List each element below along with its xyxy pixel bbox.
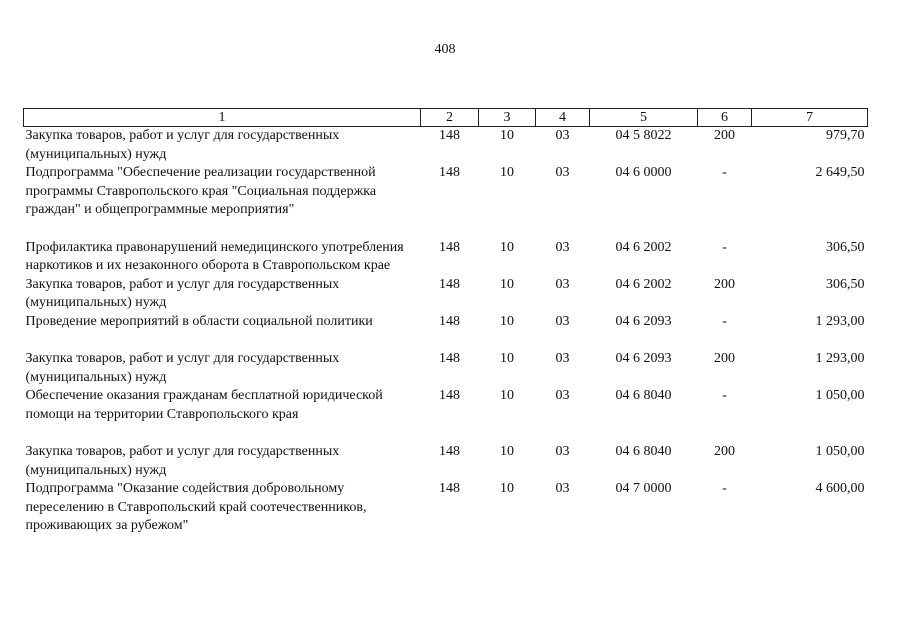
- cell-col6: -: [722, 388, 727, 403]
- table-row: [24, 239, 868, 276]
- cell-col6: 200: [714, 444, 735, 459]
- cell-col6: 200: [714, 351, 735, 366]
- cell-col5: 04 6 0000: [615, 165, 672, 180]
- cell-col2: 148: [439, 481, 460, 496]
- row-spacer: [24, 331, 868, 350]
- cell-col3: 10: [500, 313, 514, 329]
- cell-amount: 1 293,00: [815, 313, 865, 329]
- row-name: Профилактика правонарушений немедицинского употребления наркотиков и их незаконного оборота в Ставропольском крае: [25, 239, 404, 273]
- cell-amount: 1 050,00: [815, 444, 865, 459]
- cell-col2: 148: [439, 165, 460, 180]
- cell-amount: 306,50: [826, 276, 865, 292]
- table-row: [24, 443, 868, 480]
- cell-col5: 04 6 2002: [615, 239, 672, 255]
- cell-col2: 148: [439, 239, 460, 255]
- cell-col3: 10: [500, 481, 514, 496]
- table-row: [24, 313, 868, 332]
- table-row: [24, 480, 868, 536]
- cell-col4: 03: [555, 444, 570, 459]
- cell-col2: 148: [439, 128, 460, 143]
- cell-col4: 03: [555, 239, 570, 255]
- cell-col4: 03: [555, 276, 570, 292]
- cell-amount: 2 649,50: [815, 165, 865, 180]
- table-row: [24, 276, 868, 313]
- cell-col3: 10: [500, 444, 514, 459]
- cell-col2: 148: [439, 351, 460, 366]
- row-name: Подпрограмма "Обеспечение реализации государственной программы Ставропольского края "Социальная поддержка граждан" и общепрограммные мероприятия": [25, 165, 377, 217]
- cell-col4: 03: [555, 165, 570, 180]
- column-header-3: 3: [479, 109, 536, 127]
- cell-col5: 04 6 8040: [615, 388, 672, 403]
- column-header-4: 4: [536, 109, 590, 127]
- cell-col5: 04 6 2093: [615, 313, 672, 329]
- cell-col2: 148: [439, 276, 460, 292]
- column-header-5: 5: [590, 109, 698, 127]
- column-header-7: 7: [752, 109, 868, 127]
- cell-col2: 148: [439, 388, 460, 403]
- cell-amount: 1 050,00: [815, 388, 865, 403]
- cell-col4: 03: [555, 388, 570, 403]
- column-header-1: 1: [24, 109, 421, 127]
- column-header-2: 2: [421, 109, 479, 127]
- page-number: 408: [434, 42, 456, 57]
- cell-col6: -: [722, 165, 727, 180]
- cell-col5: 04 7 0000: [615, 481, 672, 496]
- cell-col3: 10: [500, 165, 514, 180]
- row-name: Закупка товаров, работ и услуг для государственных (муниципальных) нужд: [25, 444, 340, 478]
- cell-col6: 200: [714, 276, 735, 292]
- cell-col5: 04 6 2002: [615, 276, 672, 292]
- row-name: Обеспечение оказания гражданам бесплатной юридической помощи на территории Ставропольского края: [25, 388, 383, 422]
- row-spacer-cell: [24, 220, 868, 239]
- cell-col5: 04 6 8040: [615, 444, 672, 459]
- cell-col5: 04 5 8022: [615, 128, 672, 143]
- cell-amount: 306,50: [826, 239, 865, 255]
- cell-col5: 04 6 2093: [615, 351, 672, 366]
- table-row: [24, 164, 868, 220]
- cell-amount: 4 600,00: [815, 481, 865, 496]
- cell-col4: 03: [555, 481, 570, 496]
- cell-col3: 10: [500, 276, 514, 292]
- cell-col6: -: [722, 481, 727, 496]
- row-name: Проведение мероприятий в области социальной политики: [25, 313, 373, 329]
- cell-col6: -: [722, 239, 727, 255]
- cell-col4: 03: [555, 351, 570, 366]
- table-row: [24, 350, 868, 387]
- cell-col3: 10: [500, 388, 514, 403]
- cell-col3: 10: [500, 351, 514, 366]
- table-row: [24, 387, 868, 424]
- table-header-row: [24, 109, 868, 127]
- column-header-6: 6: [698, 109, 752, 127]
- cell-col3: 10: [500, 128, 514, 143]
- budget-table: [23, 108, 868, 536]
- cell-col4: 03: [555, 128, 570, 143]
- row-name: Закупка товаров, работ и услуг для государственных (муниципальных) нужд: [25, 276, 340, 310]
- row-name: Подпрограмма "Оказание содействия добровольному переселению в Ставропольский край соотечественников, проживающих за рубежом": [25, 481, 367, 533]
- row-spacer: [24, 424, 868, 443]
- row-spacer: [24, 220, 868, 239]
- row-name: Закупка товаров, работ и услуг для государственных (муниципальных) нужд: [25, 351, 340, 385]
- table-row: [24, 127, 868, 165]
- row-spacer-cell: [24, 331, 868, 350]
- cell-amount: 1 293,00: [815, 351, 865, 366]
- cell-col2: 148: [439, 313, 460, 329]
- cell-amount: 979,70: [826, 128, 865, 143]
- cell-col4: 03: [555, 313, 570, 329]
- cell-col6: -: [722, 313, 727, 329]
- cell-col3: 10: [500, 239, 514, 255]
- row-spacer-cell: [24, 424, 868, 443]
- cell-col6: 200: [714, 128, 735, 143]
- cell-col2: 148: [439, 444, 460, 459]
- row-name: Закупка товаров, работ и услуг для государственных (муниципальных) нужд: [25, 128, 340, 162]
